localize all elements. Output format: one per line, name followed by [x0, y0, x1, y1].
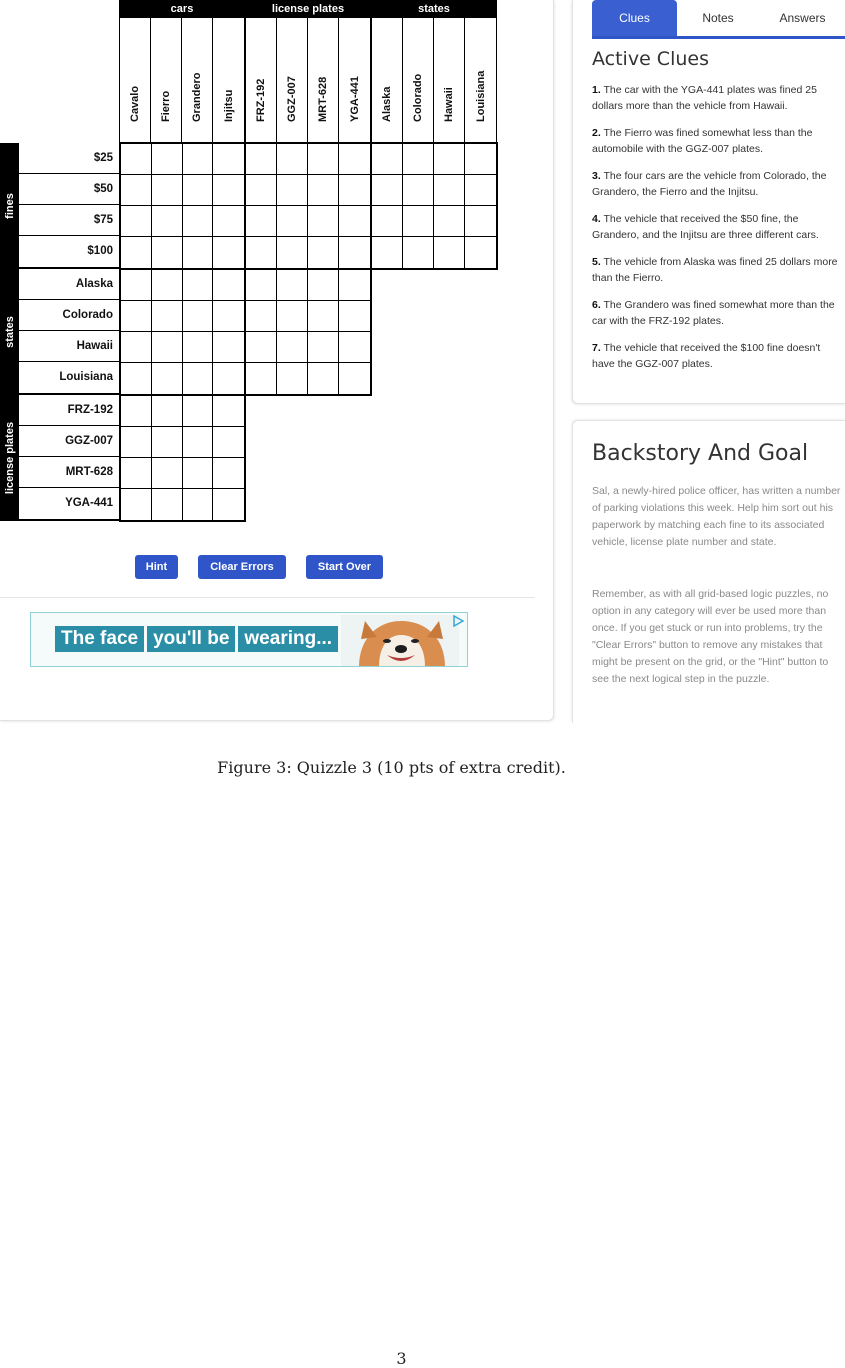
column-label: Cavalo: [120, 18, 151, 142]
action-buttons: [0, 555, 553, 579]
row-group-header-license-plates: license plates: [0, 395, 19, 521]
grid-cell[interactable]: [277, 237, 308, 268]
tab-bar: [592, 0, 845, 39]
grid-cell[interactable]: [277, 363, 308, 394]
grid-cell[interactable]: [308, 363, 339, 394]
grid-cell[interactable]: [213, 332, 244, 363]
grid-cell[interactable]: [339, 270, 370, 301]
clear-errors-button[interactable]: Clear Errors: [198, 555, 286, 579]
grid-cell[interactable]: [152, 206, 183, 237]
grid-cell[interactable]: [152, 237, 183, 268]
grid-cell[interactable]: [277, 206, 308, 237]
grid-states-cars: [119, 268, 246, 396]
backstory-paragraph: Remember, as with all grid-based logic puzzles, no option in any category will ever be used more than once. If you get stuck or run into problems, try the "Clear Errors" button to remove any mistakes that might be present on the grid, or the "Hint" button to see the next logical step in the puzzle.: [592, 588, 829, 685]
clue-item: 6. The Grandero was fined somewhat more than the car with the FRZ-192 plates.: [592, 299, 835, 327]
grid-cell[interactable]: [403, 144, 434, 175]
clues-panel: [572, 0, 845, 404]
grid-cell[interactable]: [277, 175, 308, 206]
row-label: Louisiana: [19, 362, 119, 395]
row-group-header-states: states: [0, 269, 19, 395]
grid-cell[interactable]: [308, 332, 339, 363]
column-group-states: [372, 18, 496, 142]
grid-cell[interactable]: [121, 301, 152, 332]
grid-cell[interactable]: [152, 427, 183, 458]
active-clues-title: Active Clues: [592, 48, 709, 70]
grid-plates-cars: [119, 394, 246, 522]
grid-cell[interactable]: [277, 270, 308, 301]
grid-cell[interactable]: [121, 458, 152, 489]
row-label: FRZ-192: [19, 395, 119, 426]
grid-cell[interactable]: [434, 175, 465, 206]
grid-cell[interactable]: [213, 458, 244, 489]
grid-fines-states: [370, 142, 498, 270]
grid-cell[interactable]: [121, 332, 152, 363]
grid-cell[interactable]: [213, 270, 244, 301]
grid-states-plates: [244, 268, 372, 396]
grid-cell[interactable]: [183, 363, 214, 394]
row-label: $75: [19, 205, 119, 236]
clue-item: 1. The car with the YGA-441 plates was fined 25 dollars more than the vehicle from Hawaii.: [592, 84, 817, 112]
grid-cell[interactable]: [152, 363, 183, 394]
grid-cell[interactable]: [372, 175, 403, 206]
grid-cell[interactable]: [277, 301, 308, 332]
grid-cell[interactable]: [213, 396, 244, 427]
grid-cell[interactable]: [339, 363, 370, 394]
grid-cell[interactable]: [465, 144, 496, 175]
grid-cell[interactable]: [339, 144, 370, 175]
column-label: FRZ-192: [246, 18, 277, 142]
grid-cell[interactable]: [213, 237, 244, 268]
hint-button[interactable]: Hint: [135, 555, 178, 579]
grid-cell[interactable]: [213, 206, 244, 237]
grid-cell[interactable]: [339, 175, 370, 206]
grid-cell[interactable]: [183, 237, 214, 268]
grid-cell[interactable]: [152, 396, 183, 427]
row-label: $100: [19, 236, 119, 269]
grid-cell[interactable]: [308, 237, 339, 268]
row-label: GGZ-007: [19, 426, 119, 457]
grid-cell[interactable]: [339, 206, 370, 237]
row-label: MRT-628: [19, 457, 119, 488]
row-group-header-fines: fines: [0, 143, 19, 269]
tab-notes[interactable]: Notes: [702, 11, 734, 25]
grid-cell[interactable]: [121, 175, 152, 206]
grid-cell[interactable]: [339, 301, 370, 332]
tab-clues[interactable]: Clues: [592, 0, 677, 36]
grid-cell[interactable]: [246, 270, 277, 301]
category-header-license-plates: license plates: [245, 0, 371, 18]
grid-cell[interactable]: [308, 175, 339, 206]
grid-cell[interactable]: [121, 144, 152, 175]
grid-cell[interactable]: [246, 363, 277, 394]
column-label: Louisiana: [474, 70, 487, 122]
grid-cell[interactable]: [121, 270, 152, 301]
grid-cell[interactable]: [213, 175, 244, 206]
grid-cell[interactable]: [121, 427, 152, 458]
column-group-cars: [120, 18, 246, 142]
grid-cell[interactable]: [339, 332, 370, 363]
category-header-cars: cars: [119, 0, 245, 18]
row-label: Colorado: [19, 300, 119, 331]
column-label: Fierro: [151, 18, 182, 142]
grid-cell[interactable]: [183, 427, 214, 458]
grid-cell[interactable]: [152, 270, 183, 301]
column-label: Grandero: [182, 18, 213, 142]
puzzle-panel: [0, 0, 554, 721]
page-number: 3: [396, 1349, 407, 1368]
grid-cell[interactable]: [246, 237, 277, 268]
grid-cell[interactable]: [121, 489, 152, 520]
category-header-states: states: [371, 0, 497, 18]
grid-cell[interactable]: [183, 206, 214, 237]
column-labels: [119, 18, 497, 143]
grid-cell[interactable]: [246, 175, 277, 206]
grid-cell[interactable]: [152, 144, 183, 175]
column-label: MRT-628: [308, 18, 339, 142]
grid-cell[interactable]: [277, 144, 308, 175]
tab-answers[interactable]: Answers: [779, 11, 826, 25]
grid-cell[interactable]: [403, 237, 434, 268]
grid-cell[interactable]: [465, 237, 496, 268]
grid-cell[interactable]: [213, 363, 244, 394]
column-label: GGZ-007: [277, 18, 308, 142]
grid-cell[interactable]: [183, 144, 214, 175]
divider: [0, 597, 535, 598]
grid-cell[interactable]: [183, 301, 214, 332]
grid-cell[interactable]: [434, 237, 465, 268]
grid-cell[interactable]: [183, 270, 214, 301]
ad-word: you'll be: [147, 626, 235, 652]
grid-cell[interactable]: [183, 458, 214, 489]
grid-cell[interactable]: [434, 206, 465, 237]
grid-cell[interactable]: [277, 332, 308, 363]
grid-cell[interactable]: [213, 427, 244, 458]
grid-cell[interactable]: [308, 301, 339, 332]
row-label: Hawaii: [19, 331, 119, 362]
grid-cell[interactable]: [465, 175, 496, 206]
column-label: Hawaii: [434, 18, 465, 142]
grid-cell[interactable]: [152, 301, 183, 332]
grid-cell[interactable]: [308, 270, 339, 301]
grid-cell[interactable]: [308, 144, 339, 175]
clue-item: 4. The vehicle that received the $50 fine, the Grandero, and the Injitsu are three different cars.: [592, 213, 819, 241]
grid-cell[interactable]: [152, 175, 183, 206]
clue-item: 3. The four cars are the vehicle from Colorado, the Grandero, the Fierro and the Injitsu.: [592, 170, 827, 198]
grid-cell[interactable]: [152, 332, 183, 363]
start-over-button[interactable]: Start Over: [306, 555, 383, 579]
figure-caption: Figure 3: Quizzle 3 (10 pts of extra credit).: [217, 758, 566, 777]
grid-cell[interactable]: [213, 489, 244, 520]
backstory-title: Backstory And Goal: [592, 441, 809, 466]
backstory-paragraph: Sal, a newly-hired police officer, has written a number of parking violations this week. Help him sort out his paperwork by matching each fine to its associated vehicle, license plate number and state.: [592, 485, 841, 548]
grid-cell[interactable]: [121, 237, 152, 268]
grid-cell[interactable]: [403, 175, 434, 206]
grid-cell[interactable]: [183, 396, 214, 427]
row-label: YGA-441: [19, 488, 119, 521]
grid-cell[interactable]: [183, 489, 214, 520]
row-label: Alaska: [19, 269, 119, 300]
clue-item: 5. The vehicle from Alaska was fined 25 dollars more than the Fierro.: [592, 256, 838, 284]
grid-cell[interactable]: [213, 144, 244, 175]
grid-cell[interactable]: [183, 332, 214, 363]
grid-cell[interactable]: [213, 301, 244, 332]
grid-cell[interactable]: [246, 206, 277, 237]
grid-cell[interactable]: [339, 237, 370, 268]
grid-cell[interactable]: [434, 144, 465, 175]
row-label: $25: [19, 143, 119, 174]
row-label: $50: [19, 174, 119, 205]
grid-cell[interactable]: [403, 206, 434, 237]
grid-cell[interactable]: [121, 206, 152, 237]
column-label: YGA-441: [348, 76, 361, 122]
column-label: Injitsu: [222, 89, 235, 122]
grid-cell[interactable]: [121, 396, 152, 427]
grid-cell[interactable]: [152, 489, 183, 520]
ad-word: The face: [55, 626, 144, 652]
grid-fines-plates: [244, 142, 372, 270]
ad-banner[interactable]: [30, 612, 468, 667]
clue-item: 7. The vehicle that received the $100 fine doesn't have the GGZ-007 plates.: [592, 342, 821, 370]
column-label: Colorado: [403, 18, 434, 142]
grid-cell[interactable]: [372, 206, 403, 237]
ad-word: wearing...: [238, 626, 338, 652]
grid-cell[interactable]: [121, 363, 152, 394]
grid-cell[interactable]: [152, 458, 183, 489]
grid-cell[interactable]: [372, 144, 403, 175]
grid-cell[interactable]: [372, 237, 403, 268]
dog-image: [341, 615, 459, 667]
grid-cell[interactable]: [183, 175, 214, 206]
backstory-panel: [572, 420, 845, 723]
ad-choices-icon[interactable]: [452, 615, 464, 627]
grid-fines-cars: [119, 142, 246, 270]
column-group-license-plates: [246, 18, 372, 142]
ad-headline: [55, 626, 338, 652]
grid-cell[interactable]: [246, 332, 277, 363]
grid-cell[interactable]: [308, 206, 339, 237]
grid-cell[interactable]: [246, 301, 277, 332]
grid-cell[interactable]: [465, 206, 496, 237]
column-label: Alaska: [372, 18, 403, 142]
clue-item: 2. The Fierro was fined somewhat less than the automobile with the GGZ-007 plates.: [592, 127, 813, 155]
grid-cell[interactable]: [246, 144, 277, 175]
